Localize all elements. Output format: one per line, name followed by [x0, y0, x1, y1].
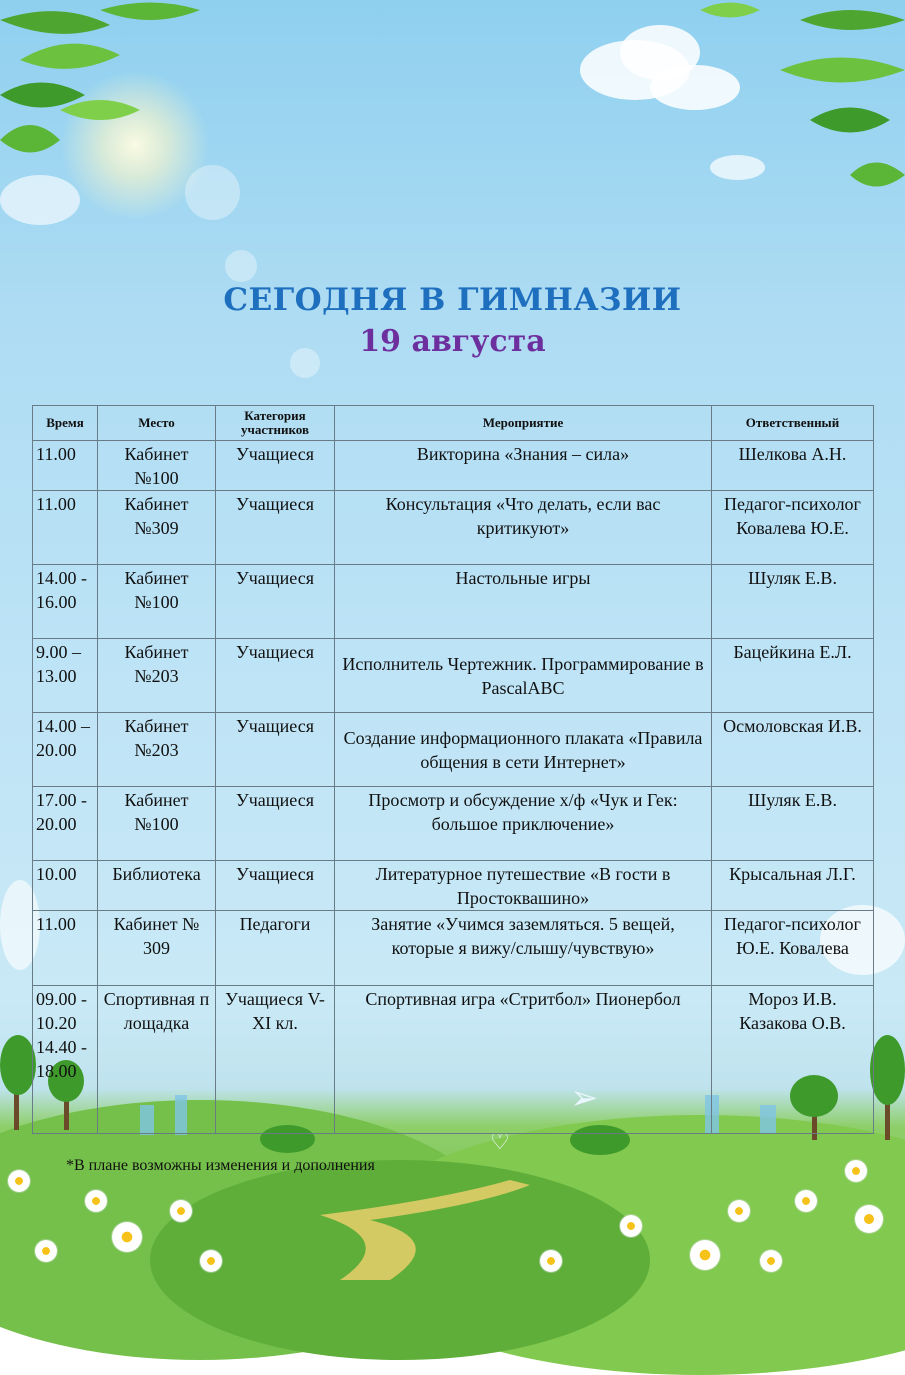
category-cell: Педагоги [216, 911, 335, 986]
responsible-cell: Шелкова А.Н. [712, 441, 874, 491]
daisy-flower-icon [620, 1215, 642, 1237]
responsible-cell: Педагог-психолог Ковалева Ю.Е. [712, 491, 874, 565]
event-cell: Просмотр и обсуждение х/ф «Чук и Гек: большое приключение» [335, 787, 712, 861]
place-cell: Кабинет №309 [98, 491, 216, 565]
event-cell: Консультация «Что делать, если вас критикуют» [335, 491, 712, 565]
time-cell: 11.00 [33, 491, 98, 565]
category-cell: Учащиеся [216, 441, 335, 491]
table-row [33, 787, 874, 861]
column-header-category: Категория участников [216, 406, 335, 441]
daisy-flower-icon [855, 1205, 883, 1233]
responsible-cell: Шуляк Е.В. [712, 787, 874, 861]
category-cell: Учащиеся [216, 861, 335, 911]
schedule-table [32, 405, 874, 1134]
path [280, 1180, 540, 1280]
time-cell: 11.00 [33, 911, 98, 986]
time-cell: 17.00 - 20.00 [33, 787, 98, 861]
light-bubble [225, 250, 257, 282]
heart-icon: ♡ [490, 1130, 510, 1155]
time-cell: 14.00 – 20.00 [33, 713, 98, 787]
time-cell: 14.00 - 16.00 [33, 565, 98, 639]
paper-plane-icon: ➢ [570, 1078, 599, 1118]
daisy-flower-icon [200, 1250, 222, 1272]
place-cell: Кабинет №203 [98, 713, 216, 787]
table-row [33, 713, 874, 787]
responsible-cell: Осмоловская И.В. [712, 713, 874, 787]
date-subtitle: 19 августа [359, 324, 546, 359]
place-cell: Кабинет №100 [98, 565, 216, 639]
tree-icon [0, 1035, 36, 1095]
category-cell: Учащиеся [216, 565, 335, 639]
table-row [33, 491, 874, 565]
daisy-flower-icon [112, 1222, 142, 1252]
table-row [33, 639, 874, 713]
responsible-cell: Шуляк Е.В. [712, 565, 874, 639]
column-header-place: Место [98, 406, 216, 441]
daisy-flower-icon [170, 1200, 192, 1222]
page-title: СЕГОДНЯ В ГИМНАЗИИ [223, 282, 682, 318]
responsible-cell: Мороз И.В. Казакова О.В. [712, 986, 874, 1134]
column-header-time: Время [33, 406, 98, 441]
daisy-flower-icon [845, 1160, 867, 1182]
event-cell: Занятие «Учимся заземляться. 5 вещей, которые я вижу/слышу/чувствую» [335, 911, 712, 986]
column-header-event: Мероприятие [335, 406, 712, 441]
table-row [33, 565, 874, 639]
daisy-flower-icon [760, 1250, 782, 1272]
light-bubble [185, 165, 240, 220]
tree-icon [870, 1035, 905, 1105]
daisy-flower-icon [35, 1240, 57, 1262]
leaves-top-right [700, 0, 905, 200]
category-cell: Учащиеся [216, 639, 335, 713]
category-cell: Учащиеся V-XI кл. [216, 986, 335, 1134]
table-row [33, 986, 874, 1134]
event-cell: Литературное путешествие «В гости в Простоквашино» [335, 861, 712, 911]
table-header-row [33, 406, 874, 441]
responsible-cell: Бацейкина Е.Л. [712, 639, 874, 713]
daisy-flower-icon [540, 1250, 562, 1272]
table-row [33, 861, 874, 911]
footnote: *В плане возможны изменения и дополнения [66, 1157, 375, 1174]
category-cell: Учащиеся [216, 491, 335, 565]
event-cell: Спортивная игра «Стритбол» Пионербол [335, 986, 712, 1134]
time-cell: 9.00 – 13.00 [33, 639, 98, 713]
time-cell: 11.00 [33, 441, 98, 491]
table-row [33, 911, 874, 986]
daisy-flower-icon [690, 1240, 720, 1270]
time-cell: 09.00 - 10.20 14.40 - 18.00 [33, 986, 98, 1134]
place-cell: Кабинет №203 [98, 639, 216, 713]
place-cell: Библиотека [98, 861, 216, 911]
place-cell: Кабинет № 309 [98, 911, 216, 986]
daisy-flower-icon [85, 1190, 107, 1212]
place-cell: Кабинет №100 [98, 441, 216, 491]
daisy-flower-icon [795, 1190, 817, 1212]
event-cell: Создание информационного плаката «Правила общения в сети Интернет» [335, 713, 712, 787]
daisy-flower-icon [8, 1170, 30, 1192]
time-cell: 10.00 [33, 861, 98, 911]
place-cell: Кабинет №100 [98, 787, 216, 861]
cloud [0, 175, 80, 225]
event-cell: Настольные игры [335, 565, 712, 639]
place-cell: Спортивная площадка [98, 986, 216, 1134]
table-row [33, 441, 874, 491]
daisy-flower-icon [728, 1200, 750, 1222]
event-cell: Викторина «Знания – сила» [335, 441, 712, 491]
category-cell: Учащиеся [216, 787, 335, 861]
column-header-responsible: Ответственный [712, 406, 874, 441]
category-cell: Учащиеся [216, 713, 335, 787]
event-cell: Исполнитель Чертежник. Программирование в PascalABC [335, 639, 712, 713]
responsible-cell: Крысальная Л.Г. [712, 861, 874, 911]
responsible-cell: Педагог-психолог Ю.Е. Ковалева [712, 911, 874, 986]
leaves-top-left [0, 0, 210, 170]
